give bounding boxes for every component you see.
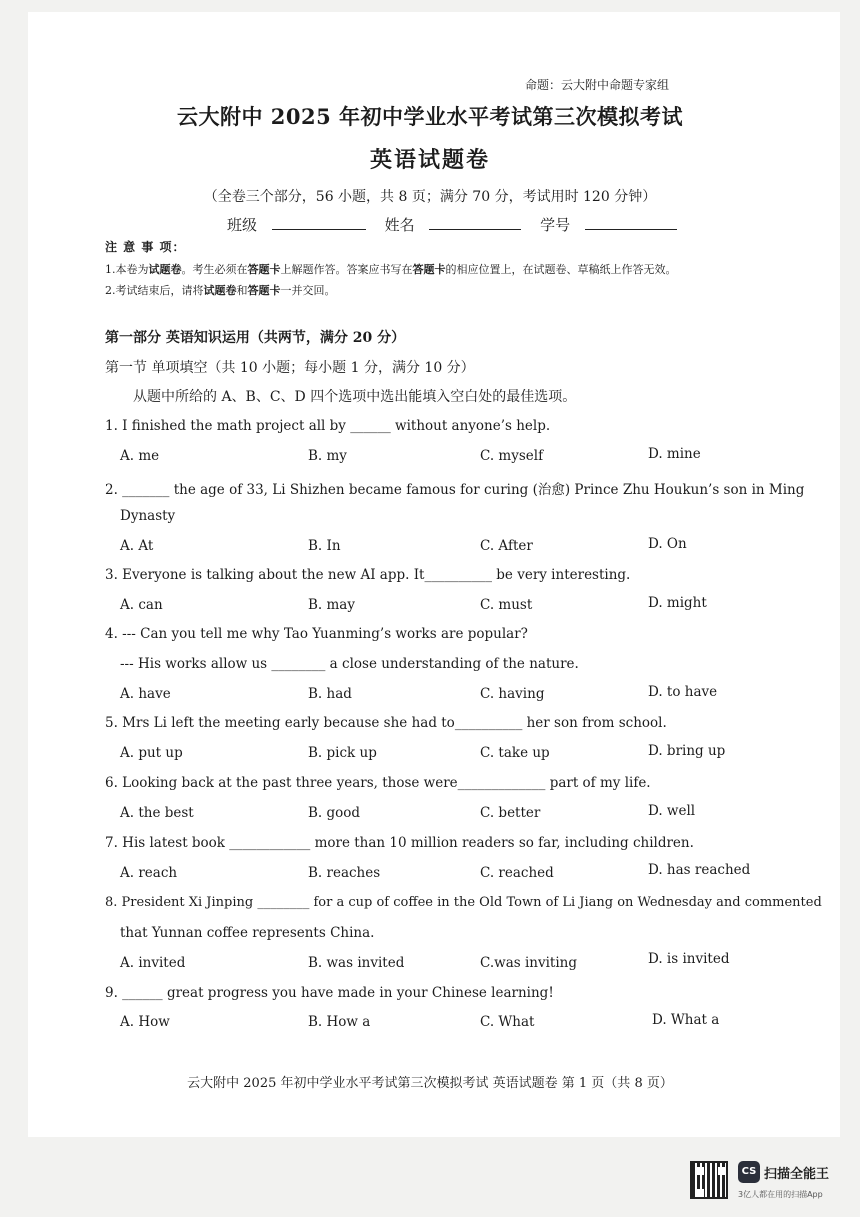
option-b[interactable]: B. had [308,686,352,702]
notice-bold: 答题卡 [247,284,281,297]
option-a[interactable]: A. me [120,448,160,464]
section-heading: 第一部分 英语知识运用（共两节，满分 20 分） [105,330,406,346]
exam-info: （全卷三个部分，56 小题，共 8 页；满分 70 分，考试用时 120 分钟） [203,189,657,205]
notice-text: 。考生必须在 [181,263,248,276]
notice-bold: 答题卡 [412,263,446,276]
camscanner-logo-icon: CS [738,1161,760,1183]
id-blank[interactable] [585,215,677,230]
option-d[interactable]: D. well [648,803,696,819]
section-instruction: 从题中所给的 A、B、C、D 四个选项中选出能填入空白处的最佳选项。 [133,389,577,405]
notice-text: 上解题作答。答案应书写在 [280,263,413,276]
notice-item-1 [105,261,677,277]
option-c[interactable]: C. must [480,597,533,613]
option-b[interactable]: B. How a [308,1014,371,1030]
option-d[interactable]: D. On [648,536,687,552]
option-b[interactable]: B. may [308,597,355,613]
author-line: 命题：云大附中命题专家组 [525,78,670,92]
option-c[interactable]: C. After [480,538,533,554]
question-4-stem: 4. --- Can you tell me why Tao Yuanming’s works are popular? [105,626,528,642]
question-2-stem-cont: Dynasty [120,508,176,524]
notice-text: 一并交回。 [280,284,336,297]
option-d[interactable]: D. has reached [648,862,751,878]
notice-text: 2.考试结束后，请将 [105,284,204,297]
option-c[interactable]: C. myself [480,448,544,464]
notice-bold: 答题卡 [247,263,281,276]
option-a[interactable]: A. reach [120,865,178,881]
page-footer: 云大附中 2025 年初中学业水平考试第三次模拟考试 英语试题卷 第 1 页（共 8 页） [187,1076,673,1091]
option-d[interactable]: D. might [648,595,707,611]
question-2-stem: 2. _______ the age of 33, Li Shizhen became famous for curing (治愈) Prince Zhu Houkun’s son in Ming [105,482,805,498]
question-6-stem: 6. Looking back at the past three years, those were_____________ part of my life. [105,775,651,791]
question-8-stem: 8. President Xi Jinping ________ for a cup of coffee in the Old Town of Li Jiang on Wednesday and commented [105,895,822,910]
option-b[interactable]: B. was invited [308,955,405,971]
option-c[interactable]: C. take up [480,745,550,761]
option-c[interactable]: C.was inviting [480,955,577,971]
student-fields [227,214,677,235]
class-label: 班级 [227,216,258,234]
option-d[interactable]: D. mine [648,446,701,462]
option-d[interactable]: D. What a [652,1012,720,1028]
notice-text: 1.本卷为 [105,263,149,276]
option-a[interactable]: A. At [120,538,154,554]
question-3-stem: 3. Everyone is talking about the new AI app. It__________ be very interesting. [105,567,631,583]
notice-item-2 [105,282,336,298]
qr-code-icon [690,1161,728,1199]
question-1-stem: 1. I finished the math project all by ______ without anyone’s help. [105,418,551,434]
option-c[interactable]: C. having [480,686,545,702]
option-b[interactable]: B. my [308,448,347,464]
option-b[interactable]: B. In [308,538,341,554]
exam-title: 云大附中 2025 年初中学业水平考试第三次模拟考试 [176,104,684,129]
option-a[interactable]: A. have [120,686,171,702]
option-d[interactable]: D. to have [648,684,718,700]
option-a[interactable]: A. can [120,597,163,613]
question-4-stem-cont: --- His works allow us ________ a close understanding of the nature. [120,656,579,672]
option-b[interactable]: B. reaches [308,865,381,881]
subsection-heading: 第一节 单项填空（共 10 小题；每小题 1 分，满分 10 分） [105,360,475,376]
notice-heading: 注 意 事 项： [105,240,186,254]
camscanner-name: 扫描全能王 [764,1167,830,1182]
option-c[interactable]: C. reached [480,865,554,881]
option-b[interactable]: B. good [308,805,361,821]
name-label: 姓名 [384,216,415,234]
option-a[interactable]: A. How [120,1014,170,1030]
id-label: 学号 [540,216,571,234]
notice-text: 和 [236,284,248,297]
notice-text: 的相应位置上，在试题卷、草稿纸上作答无效。 [445,263,677,276]
question-7-stem: 7. His latest book ____________ more than 10 million readers so far, including children. [105,835,694,851]
question-8-stem-cont: that Yunnan coffee represents China. [120,925,375,941]
exam-subtitle: 英语试题卷 [369,147,490,173]
option-a[interactable]: A. put up [120,745,183,761]
question-5-stem: 5. Mrs Li left the meeting early because she had to__________ her son from school. [105,715,667,731]
option-c[interactable]: C. better [480,805,541,821]
name-blank[interactable] [429,215,521,230]
option-a[interactable]: A. the best [120,805,194,821]
question-9-stem: 9. ______ great progress you have made in your Chinese learning! [105,985,554,1001]
option-d[interactable]: D. is invited [648,951,730,967]
option-b[interactable]: B. pick up [308,745,377,761]
option-d[interactable]: D. bring up [648,743,726,759]
option-c[interactable]: C. What [480,1014,535,1030]
camscanner-tagline: 3亿人都在用的扫描App [738,1190,823,1199]
notice-bold: 试题卷 [203,284,237,297]
class-blank[interactable] [272,215,366,230]
notice-bold: 试题卷 [148,263,182,276]
option-a[interactable]: A. invited [120,955,186,971]
